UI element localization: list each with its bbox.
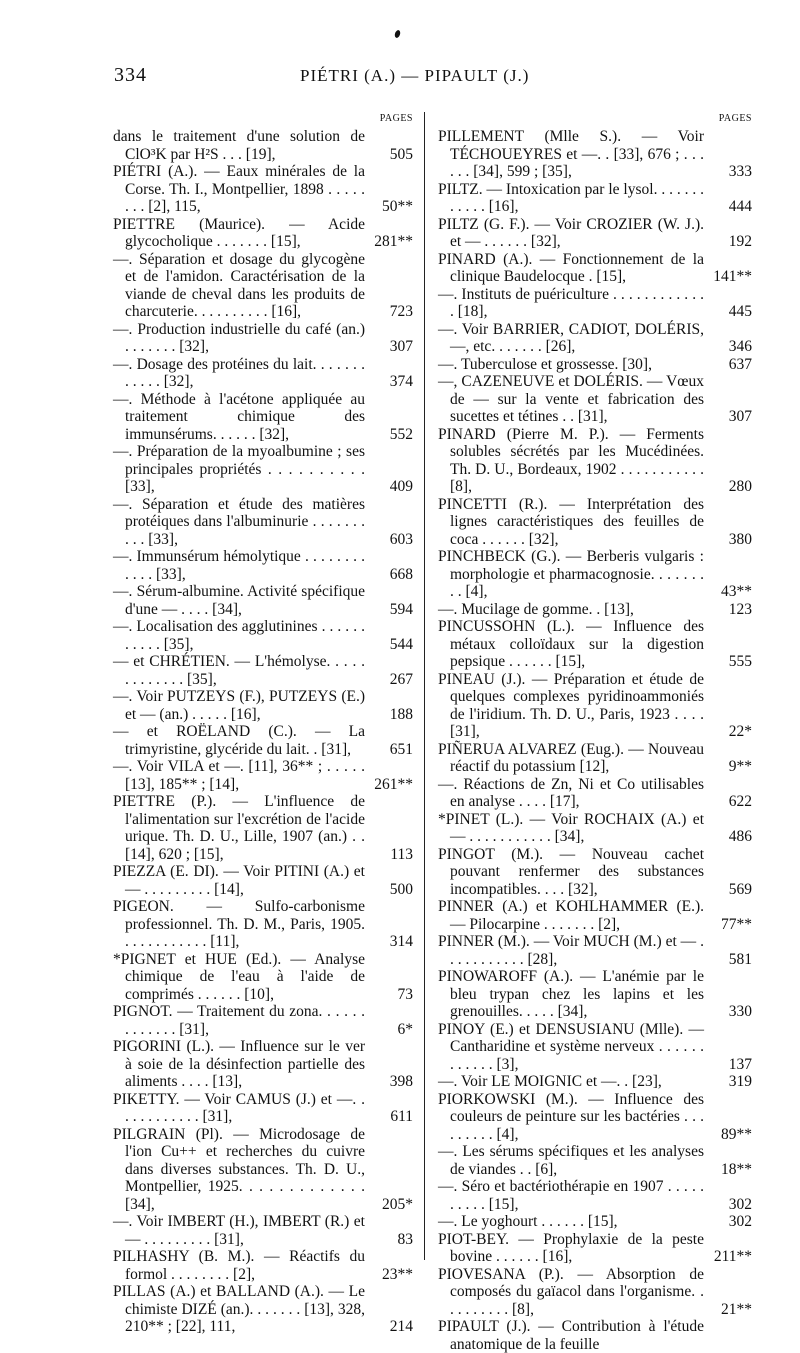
entry-text: PIÉTRI (A.). — Eaux minérales de la Corse. Th. I., Montpellier, 1898 . . . . . . . . [2], 115, (113, 163, 365, 215)
entry-page: 22* (728, 723, 752, 740)
column-divider (424, 112, 425, 1260)
index-entry (438, 898, 752, 933)
entry-page: 261** (374, 775, 413, 793)
index-entry (438, 426, 752, 496)
index-entry (438, 846, 752, 899)
index-entry (113, 548, 413, 583)
entry-text: *PINET (L.). — Voir ROCHAIX (A.) et — . . . . . . . . . . . [34], (438, 810, 704, 845)
index-entry (113, 758, 413, 793)
entry-text: PIEZZA (E. DI). — Voir PITINI (A.) et — . . . . . . . . . [14], (113, 863, 365, 898)
entry-text: —. Réactions de Zn, Ni et Co utilisables en analyse . . . . [17], (438, 775, 704, 810)
index-entry (113, 1091, 413, 1126)
entry-page: 552 (389, 425, 413, 443)
entry-text: PINCHBECK (G.). — Berberis vulgaris : morphologie et pharmacognosie. . . . . . . . . [4], (438, 548, 704, 600)
entry-text: —. Voir IMBERT (H.), IMBERT (R.) et — . . . . . . . . . [31], (113, 1213, 365, 1248)
entry-page: 581 (728, 950, 752, 968)
index-entry (113, 496, 413, 549)
entry-page: 123 (728, 600, 752, 618)
entry-page: 83 (397, 1230, 413, 1248)
entry-text: PINCUSSOHN (L.). — Influence des métaux colloïdaux sur la digestion pepsique . . . . . . [15], (438, 618, 704, 670)
entry-page: 89** (721, 1125, 752, 1143)
index-entry (438, 618, 752, 671)
entry-text: PIPAULT (J.). — Contribution à l'étude anatomique de la feuille (438, 1318, 704, 1353)
entry-text: PILLAS (A.) et BALLAND (A.). — Le chimiste DIZÉ (an.). . . . . . . [13], 328, 210** ; [22], 111, (113, 1283, 365, 1335)
entry-page: 346 (728, 338, 752, 355)
left-column (113, 110, 413, 1336)
page-number: 334 (114, 64, 147, 86)
index-entry (438, 671, 752, 741)
index-entry (438, 1318, 752, 1353)
entry-page: 73 (397, 985, 413, 1003)
index-entry (113, 443, 413, 496)
entry-page: 205* (382, 1195, 413, 1213)
entry-page: 409 (389, 478, 413, 495)
index-entry (438, 251, 752, 286)
index-entry (438, 216, 752, 251)
entry-page: 723 (389, 303, 413, 320)
entry-page: 380 (728, 530, 752, 548)
index-entry (113, 898, 413, 951)
entry-text: —. Production industrielle du café (an.) . . . . . . . [32], (113, 320, 365, 355)
entry-page: 569 (728, 880, 752, 898)
entry-text: PINEAU (J.). — Préparation et étude de quelques complexes pyridinoammoniés de l'iridium. Th. D. U., Paris, 1923 . . . . [31], (438, 670, 704, 740)
entry-text: PILTZ (G. F.). — Voir CROZIER (W. J.). et — . . . . . . [32], (438, 215, 704, 250)
entry-text: —. Immunsérum hémolytique . . . . . . . . . . . . [33], (113, 548, 365, 583)
index-entry (113, 863, 413, 898)
entry-text: —. Le yoghourt . . . . . . [15], (438, 1213, 618, 1230)
entry-text: — et ROËLAND (C.). — La trimyristine, glycéride du lait. . [31], (113, 723, 365, 758)
pages-header-left: PAGES (379, 113, 413, 124)
entry-text: PILTZ. — Intoxication par le lysol. . . . . . . . . . . . [16], (438, 180, 704, 215)
entry-page: 211** (713, 1248, 752, 1265)
entry-page: 281** (374, 233, 413, 250)
index-entry (113, 583, 413, 618)
index-entry (438, 321, 752, 356)
index-entry (438, 356, 752, 374)
entry-page: 544 (389, 635, 413, 653)
entry-text: PIETTRE (P.). — L'influence de l'alimentation sur l'excrétion de l'acide urique. Th. D. U., Lille, 1907 (an.) . . [14], 620 ; [15], (113, 793, 365, 863)
entry-text: —, CAZENEUVE et DOLÉRIS. — Vœux de — sur la vente et fabrication des sucettes et tétines . . [31], (438, 373, 704, 425)
entry-text: —. Séparation et étude des matières protéiques dans l'albuminurie . . . . . . . . . . [33], (113, 495, 365, 548)
index-entry (438, 1021, 752, 1074)
entry-page: 141** (713, 268, 752, 285)
entry-page: 444 (728, 198, 752, 215)
entry-text: —. Les sérums spécifiques et les analyses de viandes . . [6], (438, 1143, 704, 1178)
entry-text: PINCETTI (R.). — Interprétation des lignes caractéristiques des feuilles de coca . . . . . . [32], (438, 495, 704, 548)
entry-page: 668 (389, 565, 413, 583)
entry-page: 555 (728, 653, 752, 670)
index-entry (113, 163, 413, 216)
index-entry (438, 1178, 752, 1213)
entry-text: —. Voir PUTZEYS (F.), PUTZEYS (E.) et — (an.) . . . . . [16], (113, 688, 365, 723)
entry-page: 21** (721, 1300, 752, 1318)
entry-text: —. Localisation des agglutinines . . . . . . . . . . . [35], (113, 618, 365, 653)
entry-text: PINNER (M.). — Voir MUCH (M.) et — . . . . . . . . . . . [28], (438, 933, 704, 968)
index-entry (113, 618, 413, 653)
index-entry (113, 128, 413, 163)
entry-page: 637 (728, 355, 752, 373)
entry-page: 267 (389, 670, 413, 688)
index-entry (438, 776, 752, 811)
entry-page: 651 (389, 740, 413, 758)
entry-text: PIORKOWSKI (M.). — Influence des couleurs de peinture sur les bactéries . . . . . . . . . [4], (438, 1090, 704, 1143)
entry-page: 307 (389, 338, 413, 355)
index-entry (438, 933, 752, 968)
entry-page: 23** (382, 1265, 413, 1283)
entry-page: 622 (728, 793, 752, 810)
entry-text: —. Voir VILA et —. [11], 36** ; . . . . . [13], 185** ; [14], (113, 758, 365, 793)
entry-text: —. Voir BARRIER, CADIOT, DOLÉRIS, —, etc. . . . . . . [26], (438, 320, 704, 355)
index-entry (113, 653, 413, 688)
entry-text: PIÑERUA ALVAREZ (Eug.). — Nouveau réactif du potassium [12], (438, 740, 704, 775)
entry-page: 9** (728, 758, 752, 775)
entry-page: 307 (728, 408, 752, 425)
entry-text: PIOT-BEY. — Prophylaxie de la peste bovine . . . . . . [16], (438, 1230, 704, 1265)
index-entry (113, 321, 413, 356)
ink-speck (394, 29, 401, 38)
entry-text: PILHASHY (B. M.). — Réactifs du formol . . . . . . . . [2], (113, 1248, 365, 1283)
index-entry (438, 548, 752, 601)
index-entry (438, 1073, 752, 1091)
index-entry (438, 286, 752, 321)
index-entry (113, 251, 413, 321)
entry-text: PIGORINI (L.). — Influence sur le ver à soie de la désinfection partielle des aliments . . . . [13], (113, 1038, 365, 1090)
pages-header-right: PAGES (718, 113, 752, 124)
entry-page: 302 (728, 1213, 752, 1230)
index-entry (113, 1003, 413, 1038)
right-entry-list (438, 128, 752, 1353)
entry-page: 18** (721, 1160, 752, 1178)
entry-page: 6* (397, 1020, 413, 1038)
entry-page: 319 (728, 1073, 752, 1090)
entry-text: —. Instituts de puériculture . . . . . . . . . . . . . [18], (438, 285, 704, 320)
index-entry (113, 688, 413, 723)
entry-page: 188 (389, 705, 413, 723)
entry-text: PIOVESANA (P.). — Absorption de composés du gaïacol dans l'organisme. . . . . . . . . . [8], (438, 1265, 704, 1318)
index-entry (438, 1213, 752, 1231)
index-entry (438, 181, 752, 216)
entry-page: 611 (390, 1108, 413, 1125)
entry-text: —. Tuberculose et grossesse. [30], (438, 355, 652, 373)
entry-page: 113 (390, 845, 413, 863)
entry-page: 280 (728, 478, 752, 495)
entry-page: 137 (728, 1055, 752, 1073)
entry-text: PIGEON. — Sulfo-carbonisme professionnel. Th. D. M., Paris, 1905. . . . . . . . . . . . [11], (113, 898, 365, 950)
index-entry (438, 496, 752, 549)
entry-text: —. Voir LE MOIGNIC et —. . [23], (438, 1073, 662, 1090)
index-entry (438, 811, 752, 846)
entry-page: 43** (721, 583, 752, 600)
index-entry (113, 1283, 413, 1336)
entry-page: 302 (728, 1195, 752, 1213)
entry-page: 77** (721, 915, 752, 933)
entry-text: PIETTRE (Maurice). — Acide glycocholique . . . . . . . [15], (113, 215, 365, 250)
index-entry (438, 741, 752, 776)
entry-text: PINOWAROFF (A.). — L'anémie par le bleu trypan chez les lapins et les grenouilles. . . . . [34], (438, 968, 704, 1020)
entry-page: 398 (389, 1073, 413, 1090)
entry-page: 594 (389, 600, 413, 618)
entry-page: 214 (389, 1318, 413, 1335)
entry-text: PILLEMENT (Mlle S.). — Voir TÉCHOUEYRES et —. . [33], 676 ; . . . . . . [34], 599 ; [35], (438, 128, 704, 180)
entry-page: 603 (389, 530, 413, 548)
index-entry (438, 373, 752, 426)
index-entry (438, 128, 752, 181)
entry-page: 500 (389, 880, 413, 898)
entry-text: dans le traitement d'une solution de ClO³K par H²S . . . [19], (113, 128, 365, 163)
entry-text: *PIGNET et HUE (Ed.). — Analyse chimique de l'eau à l'aide de comprimés . . . . . . [10], (113, 950, 365, 1003)
index-entry (113, 793, 413, 863)
entry-text: — et CHRÉTIEN. — L'hémolyse. . . . . . . . . . . . . [35], (113, 653, 365, 688)
index-entry (438, 1091, 752, 1144)
entry-page: 445 (728, 303, 752, 320)
index-entry (113, 1038, 413, 1091)
index-entry (113, 1213, 413, 1248)
entry-text: PINOY (E.) et DENSUSIANU (Mlle). — Cantharidine et système nerveux . . . . . . . . . . . . [3], (438, 1020, 704, 1073)
entry-page: 50** (382, 198, 413, 215)
entry-text: PINGOT (M.). — Nouveau cachet pouvant renfermer des substances incompatibles. . . . [32], (438, 845, 704, 898)
index-entry (113, 1248, 413, 1283)
entry-page: 374 (389, 373, 413, 390)
entry-text: —. Mucilage de gomme. . [13], (438, 600, 634, 618)
entry-text: —. Dosage des protéines du lait. . . . . . . . . . . . [32], (113, 355, 365, 390)
running-head: PIÉTRI (A.) — PIPAULT (J.) (300, 66, 530, 85)
entry-text: —. Séparation et dosage du glycogène et de l'amidon. Caractérisation de la viande de cheval dans les produits de charcuterie. . . . . . . . . . [16], (113, 250, 365, 320)
index-entry (113, 723, 413, 758)
entry-page: 505 (389, 145, 413, 163)
index-entry (113, 216, 413, 251)
entry-page: 333 (728, 163, 752, 180)
entry-page: 192 (728, 233, 752, 250)
index-entry (113, 1126, 413, 1214)
entry-text: PINARD (A.). — Fonctionnement de la clinique Baudelocque . [15], (438, 250, 704, 285)
index-entry (113, 356, 413, 391)
entry-text: PINNER (A.) et KOHLHAMMER (E.). — Pilocarpine . . . . . . . [2], (438, 898, 704, 933)
index-entry (438, 1143, 752, 1178)
index-entry (438, 1231, 752, 1266)
entry-page: 486 (728, 828, 752, 845)
index-entry (113, 951, 413, 1004)
index-entry (438, 968, 752, 1021)
entry-text: PINARD (Pierre M. P.). — Ferments solubles sécrétés par les Mucédinées. Th. D. U., Bordeaux, 1902 . . . . . . . . . . . [8], (438, 425, 704, 495)
index-entry (438, 601, 752, 619)
entry-text: —. Méthode à l'acétone appliquée au traitement chimique des immunsérums. . . . . . [32], (113, 390, 365, 443)
left-entry-list (113, 128, 413, 1336)
right-column (438, 110, 752, 1353)
entry-text: —. Préparation de la myoalbumine ; ses principales propriétés . . . . . . . . . . [33], (113, 443, 365, 495)
entry-text: —. Sérum-albumine. Activité spécifique d'une — . . . . [34], (113, 583, 365, 618)
entry-text: PILGRAIN (Pl). — Microdosage de l'ion Cu++ et recherches du cuivre dans diverses substances. Th. D. U., Montpellier, 1925. . . . . . . . . . . . . [34], (113, 1125, 365, 1213)
entry-page: 330 (728, 1003, 752, 1020)
entry-text: PIGNOT. — Traitement du zona. . . . . . . . . . . . . [31], (113, 1003, 365, 1038)
entry-text: PIKETTY. — Voir CAMUS (J.) et —. . . . . . . . . . . . [31], (113, 1090, 365, 1125)
index-entry (113, 391, 413, 444)
entry-text: —. Séro et bactériothérapie en 1907 . . . . . . . . . . [15], (438, 1178, 704, 1213)
index-entry (438, 1266, 752, 1319)
entry-page: 314 (389, 933, 413, 950)
